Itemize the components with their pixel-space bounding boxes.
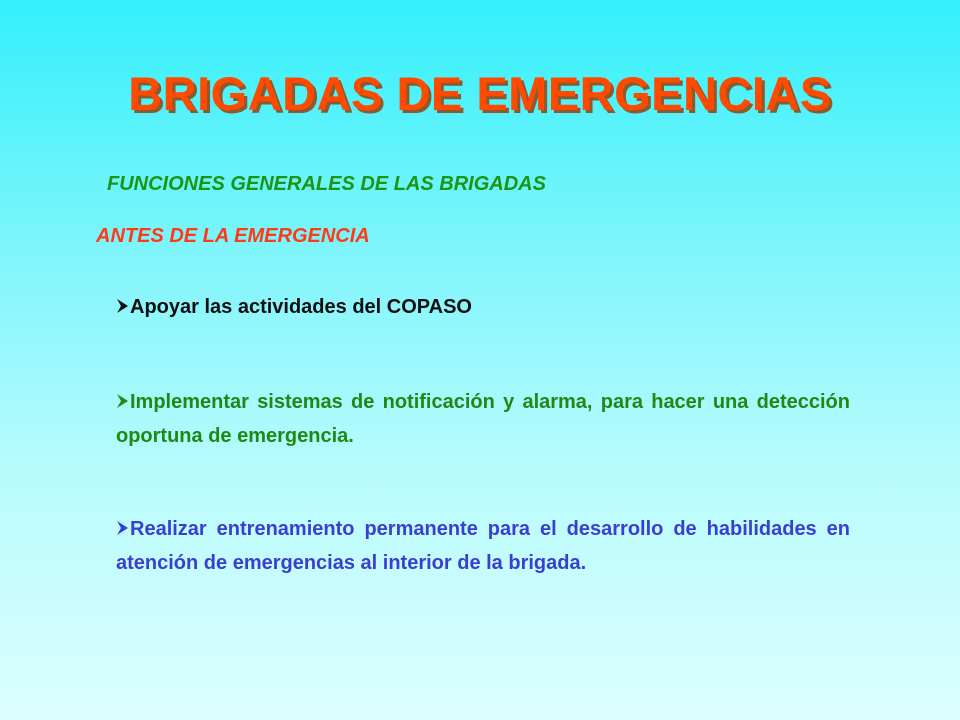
bullet-text: Implementar sistemas de notificación y alarma, para hacer una detección oportuna de emergencia. [116, 391, 850, 447]
arrow-bullet-icon [116, 298, 129, 314]
section-heading: ANTES DE LA EMERGENCIA [96, 225, 370, 247]
bullet-text: Realizar entrenamiento permanente para el desarrollo de habilidades en atención de emergencias al interior de la brigada. [116, 518, 850, 574]
arrow-bullet-icon [116, 520, 129, 536]
bullet-item-notificacion [116, 385, 850, 453]
bullet-text: Apoyar las actividades del COPASO [130, 296, 472, 318]
bullet-item-copaso [116, 290, 850, 324]
bullet-item-entrenamiento [116, 512, 850, 580]
arrow-bullet-icon [116, 393, 129, 409]
slide-subtitle: FUNCIONES GENERALES DE LAS BRIGADAS [107, 173, 546, 195]
slide-title: BRIGADAS DE EMERGENCIAS [128, 67, 832, 120]
